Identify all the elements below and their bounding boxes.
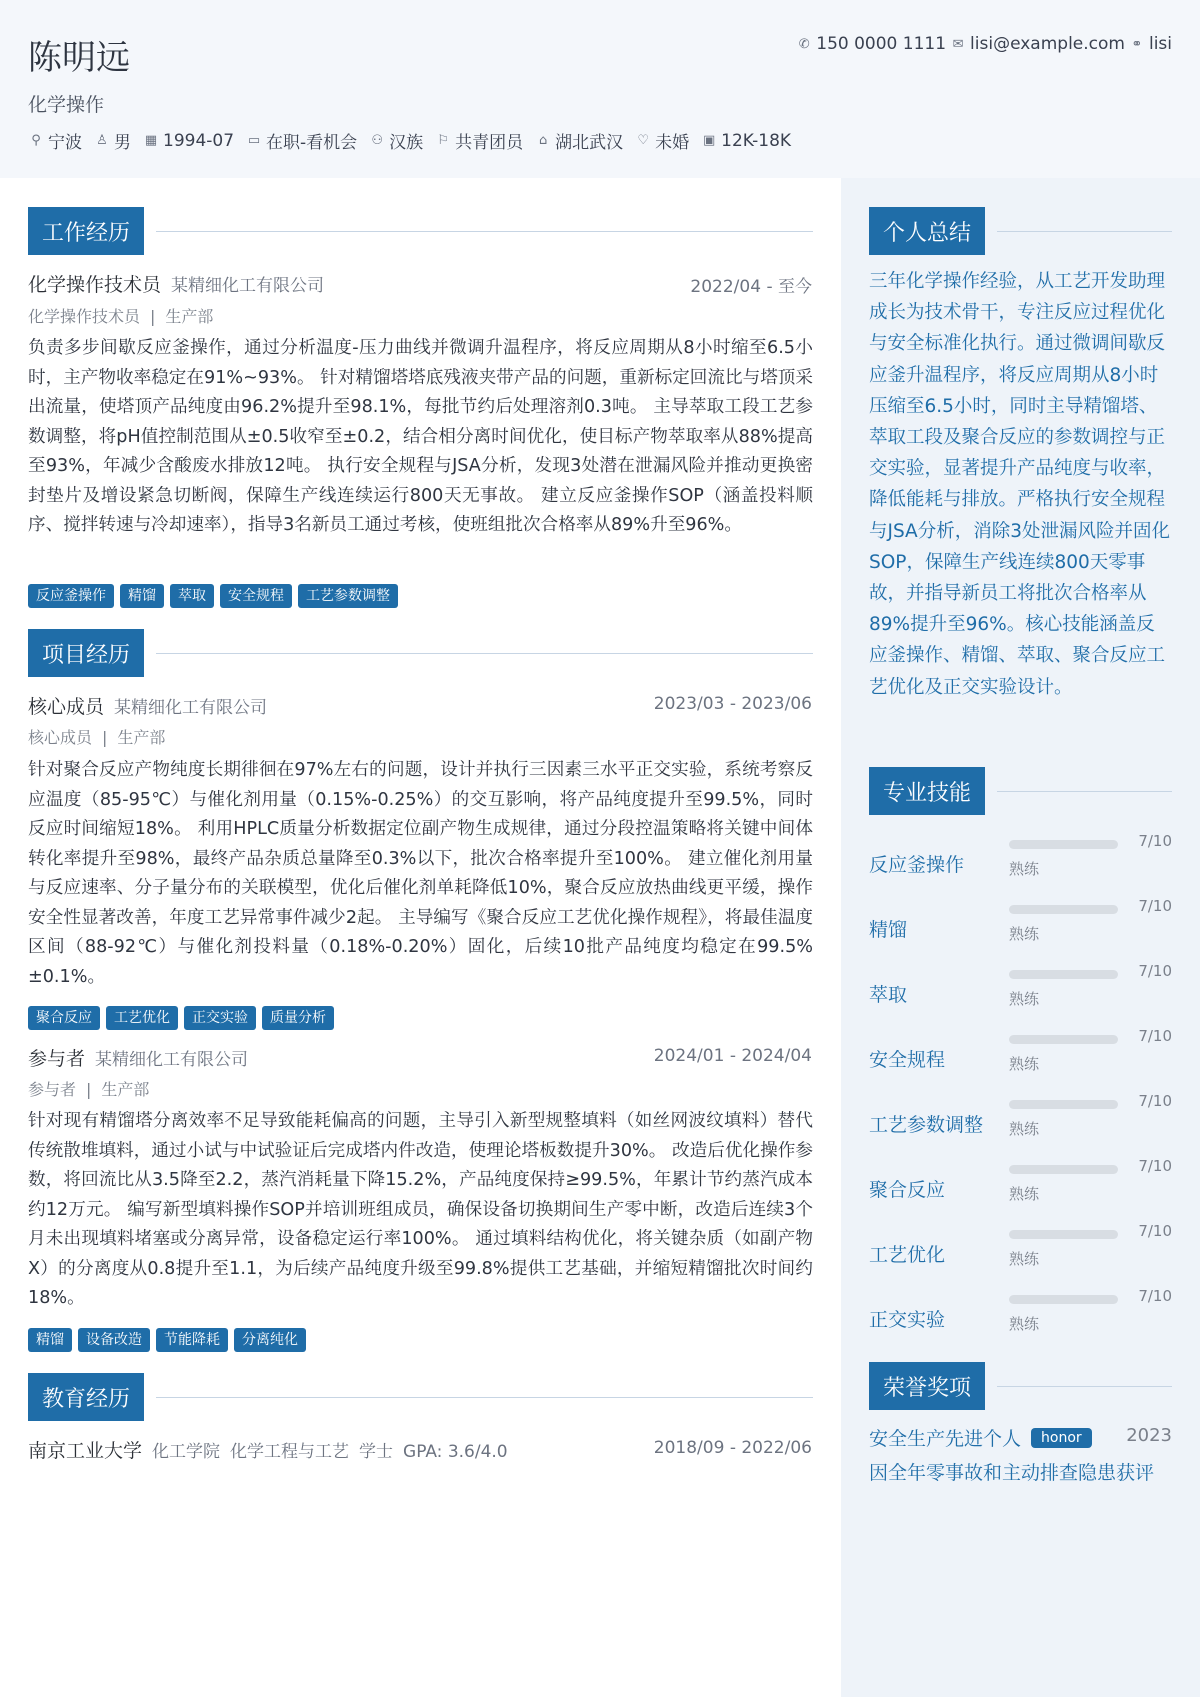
company: 某精细化工有限公司 [114, 698, 268, 718]
skill-tag: 分离纯化 [234, 1328, 306, 1352]
skill-level: 熟练 [1009, 1250, 1040, 1268]
skill-level: 熟练 [1009, 1315, 1040, 1333]
section-header-education [28, 1373, 813, 1421]
skill-tag: 反应釜操作 [28, 584, 114, 608]
phone[interactable] [796, 34, 946, 54]
section-title: 项目经历 [28, 629, 144, 677]
meta-text: 男 [114, 133, 131, 153]
skill-tag: 聚合反应 [28, 1006, 100, 1030]
briefcase-icon: ▭ [247, 133, 261, 148]
section-header-project [28, 629, 813, 677]
skill-tag: 正交实验 [184, 1006, 256, 1030]
meta-item [635, 128, 689, 153]
skill-bar [1009, 840, 1118, 849]
section-header-awards [869, 1362, 1172, 1410]
department: 生产部 [165, 307, 214, 326]
skill-tag: 精馏 [28, 1328, 72, 1352]
skill-score: 7/10 [1138, 832, 1172, 850]
phone-text: 150 0000 1111 [816, 34, 947, 54]
department: 生产部 [117, 728, 166, 747]
degree: 学士 [359, 1442, 394, 1462]
award-badge: honor [1031, 1428, 1092, 1448]
skill-bar [1009, 905, 1118, 914]
skill-row [869, 1157, 1172, 1217]
skill-tag: 节能降耗 [156, 1328, 228, 1352]
meta-item [435, 128, 523, 153]
separator: | [102, 728, 108, 747]
contact-info [796, 34, 1172, 54]
department: 生产部 [101, 1080, 150, 1099]
skill-tag: 精馏 [120, 584, 164, 608]
skill-name: 安全规程 [869, 1049, 946, 1071]
skill-bar [1009, 1100, 1118, 1109]
work-tags [28, 584, 398, 608]
skill-level: 熟练 [1009, 1055, 1040, 1073]
project-entry-sub [28, 1077, 149, 1100]
section-header-work [28, 207, 813, 255]
project-description: 针对现有精馏塔分离效率不足导致能耗偏高的问题，主导引入新型规整填料（如丝网波纹填料）替代传统散堆填料，通过小试与中试验证后完成塔内件改造，使理论塔板数提升30%。 改造后优化操作参数，将回流比从3.5降至2.2，蒸汽消耗量下降15.2%，产品纯度保持≥99.5%，年累计节约蒸汽成本约12万元。 编写新型填料操作SOP并培训班组成员，确保设备切换期间生产零中断，改造后连续3个月未出现填料堵塞或分离异常，设备稳定运行率100%。 通过填料结构优化，将关键杂质（如副产物X）的分离度从0.8提升至1.1，为后续产品纯度升级至99.8%提供工艺基础，并缩短精馏批次时间约18%。 [28, 1111, 813, 1308]
group-icon: ⚇ [371, 133, 383, 148]
skill-level: 熟练 [1009, 860, 1040, 878]
skill-score: 7/10 [1138, 1287, 1172, 1305]
section-header-summary [869, 207, 1172, 255]
education-date: 2018/09 - 2022/06 [653, 1438, 812, 1458]
skill-row [869, 832, 1172, 892]
work-entry-title [28, 270, 324, 297]
skill-level: 熟练 [1009, 1185, 1040, 1203]
summary-text: 三年化学操作经验，从工艺开发助理成长为技术骨干，专注反应过程优化与安全标准化执行。通过微调间歇反应釜升温程序，将反应周期从8小时压缩至6.5小时，同时主导精馏塔、萃取工段及聚合反应的参数调控与正交实验，显著提升产品纯度与收率，降低能耗与排放。严格执行安全规程与JSA分析，消除3处泄漏风险并固化SOP，保障生产线连续800天零事故，并指导新员工将批次合格率从89%提升至96%。核心技能涵盖反应釜操作、精馏、萃取、聚合反应工艺优化及正交实验设计。 [869, 271, 1170, 698]
personal-meta [28, 128, 791, 153]
skill-tag: 安全规程 [220, 584, 292, 608]
meta-text: 未婚 [655, 133, 690, 153]
skill-score: 7/10 [1138, 1092, 1172, 1110]
education-entry [28, 1436, 508, 1463]
skill-level: 熟练 [1009, 1120, 1040, 1138]
link-text: lisi [1148, 34, 1172, 54]
company: 某精细化工有限公司 [95, 1050, 249, 1070]
meta-text: 汉族 [389, 133, 424, 153]
section-divider [156, 1397, 813, 1398]
meta-item [28, 128, 82, 153]
sub-role: 化学操作技术员 [28, 307, 141, 326]
project-entry-date: 2023/03 - 2023/06 [653, 694, 812, 714]
work-entry-date: 2022/04 - 至今 [690, 277, 812, 297]
skill-bar [1009, 1165, 1118, 1174]
award-description: 因全年零事故和主动排查隐患获评 [869, 1462, 1155, 1484]
meta-text: 12K-18K [721, 130, 792, 151]
email[interactable] [950, 34, 1125, 54]
meta-item [143, 128, 234, 153]
work-description: 负责多步间歇反应釜操作，通过分析温度-压力曲线并微调升温程序，将反应周期从8小时缩至6.5小时，主产物收率稳定在91%~93%。 针对精馏塔塔底残液夹带产品的问题，重新标定回流比与塔顶采出流量，使塔顶产品纯度由96.2%提升至98.1%，每批节约后处理溶剂0.3吨。 主导萃取工段工艺参数调整，将pH值控制范围从±0.5收窄至±0.2，结合相分离时间优化，使目标产物萃取率从88%提高至93%，年减少含酸废水排放12吨。 执行安全规程与JSA分析，发现3处潜在泄漏风险并推动更换密封垫片及增设紧急切断阀，保障生产线连续运行800天无事故。 建立反应釜操作SOP（涵盖投料顺序、搅拌转速与冷却速率），指导3名新员工通过考核，使班组批次合格率从89%升至96%。 [28, 338, 813, 535]
skill-name: 工艺参数调整 [869, 1114, 984, 1136]
meta-text: 宁波 [48, 133, 82, 153]
meta-text: 共青团员 [455, 133, 524, 153]
candidate-name: 陈明远 [28, 38, 130, 78]
skill-bar [1009, 1035, 1118, 1044]
skill-row [869, 962, 1172, 1022]
skill-score: 7/10 [1138, 897, 1172, 915]
award-title [869, 1424, 1092, 1451]
separator: | [150, 307, 156, 326]
section-divider [997, 231, 1172, 232]
skill-tag: 设备改造 [78, 1328, 150, 1352]
project-tags [28, 1006, 334, 1030]
skill-bar [1009, 1295, 1118, 1304]
sub-role: 参与者 [28, 1080, 77, 1099]
section-divider [997, 791, 1172, 792]
project-entry-title [28, 692, 267, 719]
role: 参与者 [28, 1048, 86, 1070]
salary-icon: ▣ [703, 133, 716, 148]
skill-score: 7/10 [1138, 1222, 1172, 1240]
separator: | [86, 1080, 92, 1099]
meta-item [94, 128, 131, 153]
skill-score: 7/10 [1138, 1027, 1172, 1045]
skill-name: 萃取 [869, 984, 908, 1006]
meta-item [369, 128, 423, 153]
project-entry-sub [28, 725, 165, 748]
meta-item [535, 128, 623, 153]
award-year: 2023 [1126, 1425, 1172, 1446]
college: 化工学院 [152, 1442, 221, 1462]
meta-text: 1994-07 [163, 130, 235, 151]
project-entry-date: 2024/01 - 2024/04 [653, 1046, 812, 1066]
award-name: 安全生产先进个人 [869, 1428, 1022, 1450]
target-position: 化学操作 [28, 94, 105, 116]
heart-icon: ♡ [637, 133, 649, 148]
section-divider [997, 1386, 1172, 1387]
skill-row [869, 1287, 1172, 1347]
skill-name: 反应釜操作 [869, 854, 965, 876]
skill-tag: 工艺参数调整 [298, 584, 398, 608]
gpa: GPA: 3.6/4.0 [403, 1442, 508, 1462]
skill-bar [1009, 970, 1118, 979]
school-name: 南京工业大学 [28, 1440, 143, 1462]
project-entry-title [28, 1044, 248, 1071]
flag-icon: ⚐ [437, 133, 449, 148]
resume-header [0, 0, 1200, 178]
skill-level: 熟练 [1009, 925, 1040, 943]
link-icon: ⚭ [1131, 36, 1143, 52]
role: 核心成员 [28, 696, 105, 718]
project-tags [28, 1328, 306, 1352]
mail-icon: ✉ [952, 36, 964, 52]
section-title: 专业技能 [869, 767, 985, 815]
meta-text: 在职-看机会 [266, 133, 358, 153]
work-entry-sub [28, 304, 213, 327]
skill-name: 精馏 [869, 919, 908, 941]
skill-score: 7/10 [1138, 1157, 1172, 1175]
skill-tag: 萃取 [170, 584, 214, 608]
skill-tag: 质量分析 [262, 1006, 334, 1030]
email-text: lisi@example.com [970, 34, 1125, 54]
project-description: 针对聚合反应产物纯度长期徘徊在97%左右的问题，设计并执行三因素三水平正交实验，系统考察反应温度（85-95℃）与催化剂用量（0.15%-0.25%）的交互影响，将产品纯度提升至99.5%，同时反应时间缩短18%。 利用HPLC质量分析数据定位副产物生成规律，通过分段控温策略将关键中间体转化率提升至98%，最终产品杂质总量降至0.3%以下，批次合格率提升至100%。 建立催化剂用量与反应速率、分子量分布的关联模型，优化后催化剂单耗降低10%，聚合反应放热曲线更平缓，操作安全性显著改善，年度工艺异常事件减少2起。 主导编写《聚合反应工艺优化操作规程》，将最佳温度区间（88-92℃）与催化剂投料量（0.18%-0.20%）固化，后续10批产品纯度均稳定在99.5%±0.1%。 [28, 760, 813, 987]
section-title: 荣誉奖项 [869, 1362, 985, 1410]
skill-level: 熟练 [1009, 990, 1040, 1008]
skill-score: 7/10 [1138, 962, 1172, 980]
phone-icon: ✆ [798, 36, 810, 52]
skill-row [869, 1027, 1172, 1087]
sub-role: 核心成员 [28, 728, 93, 747]
meta-text: 湖北武汉 [555, 133, 624, 153]
skill-name: 正交实验 [869, 1309, 946, 1331]
meta-item [701, 128, 791, 153]
skill-bar [1009, 1230, 1118, 1239]
person-icon: ♙ [96, 133, 108, 148]
location-icon: ⚲ [31, 133, 41, 148]
section-title: 个人总结 [869, 207, 985, 255]
profile-link[interactable] [1129, 34, 1172, 54]
meta-item [246, 128, 357, 153]
major: 化学工程与工艺 [230, 1442, 350, 1462]
skill-row [869, 1092, 1172, 1152]
home-icon: ⌂ [539, 133, 548, 148]
company: 某精细化工有限公司 [171, 276, 325, 296]
skill-name: 工艺优化 [869, 1244, 946, 1266]
section-title: 工作经历 [28, 207, 144, 255]
skill-row [869, 1222, 1172, 1282]
section-divider [156, 231, 813, 232]
skill-name: 聚合反应 [869, 1179, 946, 1201]
section-divider [156, 653, 813, 654]
role: 化学操作技术员 [28, 274, 162, 296]
skill-tag: 工艺优化 [106, 1006, 178, 1030]
calendar-icon: ▦ [144, 133, 158, 148]
section-title: 教育经历 [28, 1373, 144, 1421]
section-header-skills [869, 767, 1172, 815]
skill-row [869, 897, 1172, 957]
